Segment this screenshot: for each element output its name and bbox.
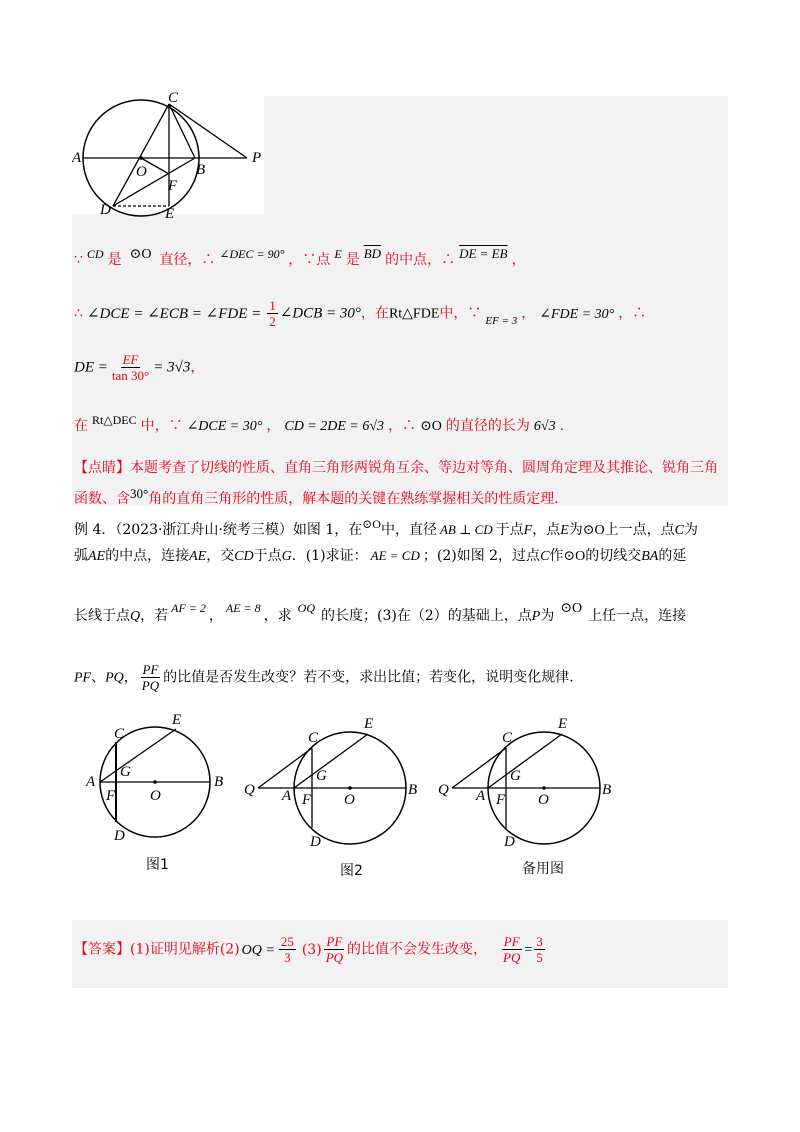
figure-3 (434, 712, 614, 847)
comment-tag: 【点睛】 (74, 460, 130, 476)
problem-line-3: 长线于点Q，若 AF = 2 ， AE = 8 ，求 OQ 的长度；(3)在（2）的基础上，点P为 ⊙O 上任一点，连接 (74, 601, 687, 624)
fig2-label-a: A (282, 788, 292, 804)
label-b: B (196, 162, 206, 178)
fig3-label-b: B (602, 782, 612, 798)
label-e: E (165, 206, 175, 220)
fig2-label-d: D (310, 834, 321, 847)
fig2-label-b: B (408, 782, 418, 798)
fig1-label-g: G (120, 764, 131, 780)
label-f: F (168, 178, 178, 194)
fig1-label-o: O (150, 788, 161, 804)
fig2-label-f: F (302, 792, 312, 808)
figure-3-caption: 备用图 (522, 861, 564, 877)
fig2-label-c: C (308, 730, 319, 746)
fig1-label-f: F (106, 788, 116, 804)
fig2-label-g: G (316, 768, 327, 784)
fig2-label-e: E (364, 716, 374, 732)
fig1-label-c: C (114, 726, 125, 742)
top-figure (72, 90, 272, 220)
comment-line-1: 【点睛】本题考查了切线的性质、直角三角形两锐角互余、等边对等角、圆周角定理及其推论、锐角三角 (74, 460, 718, 476)
figure-2 (240, 712, 420, 847)
solution-line-3: DE = $\frac{EF}{\tan 30^\circ}$ = 3√3， (74, 352, 205, 383)
answer-line: 【答案】(1)证明见解析(2) OQ = $\frac{25}{3}$ (3) $\frac{PF}{PQ}$ 的比值不会发生改变， $\frac{PF}{PQ}$ = $\frac{3}{5}$ (74, 934, 543, 965)
problem-line-4: PF、PQ， $\frac{PF}{PQ}$ 的比值是否发生改变？若不变，求出比值；若变化，说明变化规律. (74, 662, 574, 693)
fig3-label-c: C (502, 730, 513, 746)
fig1-label-d: D (114, 828, 125, 844)
fig3-label-g: G (510, 768, 521, 784)
fig3-label-e: E (558, 716, 568, 732)
fig3-label-o: O (538, 792, 549, 808)
fig3-label-q: Q (438, 782, 449, 798)
fig3-label-d: D (504, 834, 515, 847)
fig1-label-b: B (214, 774, 224, 790)
fraction-ef-tan: $\frac{EF}{\tan 30^\circ}$ (111, 352, 150, 383)
figure-1 (84, 712, 234, 847)
fraction-pf-pq-answer: $\frac{PF}{PQ}$ (325, 934, 344, 965)
figure-1-caption: 图1 (146, 857, 169, 873)
problem-line-1: 例 4．（2023·浙江舟山·统考三模）如图 1，在⊙O中，直径 AB ⊥ CD 于点F，点E为⊙O上一点，点C为 (74, 517, 698, 538)
label-c: C (168, 90, 179, 106)
comment-line-2: 函数、含30°角的直角三角形的性质，解本题的关键在熟练掌握相关的性质定理. (74, 486, 559, 507)
label-d: D (100, 202, 111, 218)
label-a: A (72, 150, 82, 166)
fraction-25-3: $\frac{25}{3}$ (280, 934, 294, 965)
fig3-label-f: F (496, 792, 506, 808)
fraction-pf-pq: $\frac{PF}{PQ}$ (141, 662, 160, 693)
problem-line-2: 弧AE的中点，连接AE，交CD于点G．(1)求证： AE = CD ；(2)如图 2，过点C作⊙O的切线交BA的延 (74, 548, 687, 564)
fig1-label-e: E (172, 712, 182, 728)
figure-2-caption: 图2 (340, 863, 363, 879)
fig3-label-a: A (476, 788, 486, 804)
fig1-label-a: A (86, 774, 96, 790)
solution-line-2: ∴ ∠DCE = ∠ECB = ∠FDE = $\frac{1}{2}$ ∠DCB = 30°，在Rt△FDE中，∵ $_{EF = 3}$ ， ∠FDE = 30° ，∴ (74, 298, 647, 329)
answer-tag: 【答案】 (74, 941, 130, 958)
fraction-3-5: $\frac{3}{5}$ (536, 934, 543, 965)
fraction-pf-pq-value: $\frac{PF}{PQ}$ (503, 934, 521, 965)
solution-line-4: 在 Rt△DEC 中，∵ ∠DCE = 30° ， CD = 2DE = 6√3 ，∴ ⊙O 的直径的长为 6√3 . (74, 413, 565, 434)
fig2-label-o: O (344, 792, 355, 808)
solution-line-1: ∵ CD 是 ⊙O 直径，∴ ∠DEC = 90° ，∵点 E 是 $\overline{BD}$ 的中点，∴ DE = EB ， (74, 246, 526, 268)
fraction-half: $\frac{1}{2}$ (269, 298, 276, 329)
fig2-label-q: Q (244, 782, 255, 798)
label-p: P (252, 150, 262, 166)
label-o: O (136, 164, 147, 180)
